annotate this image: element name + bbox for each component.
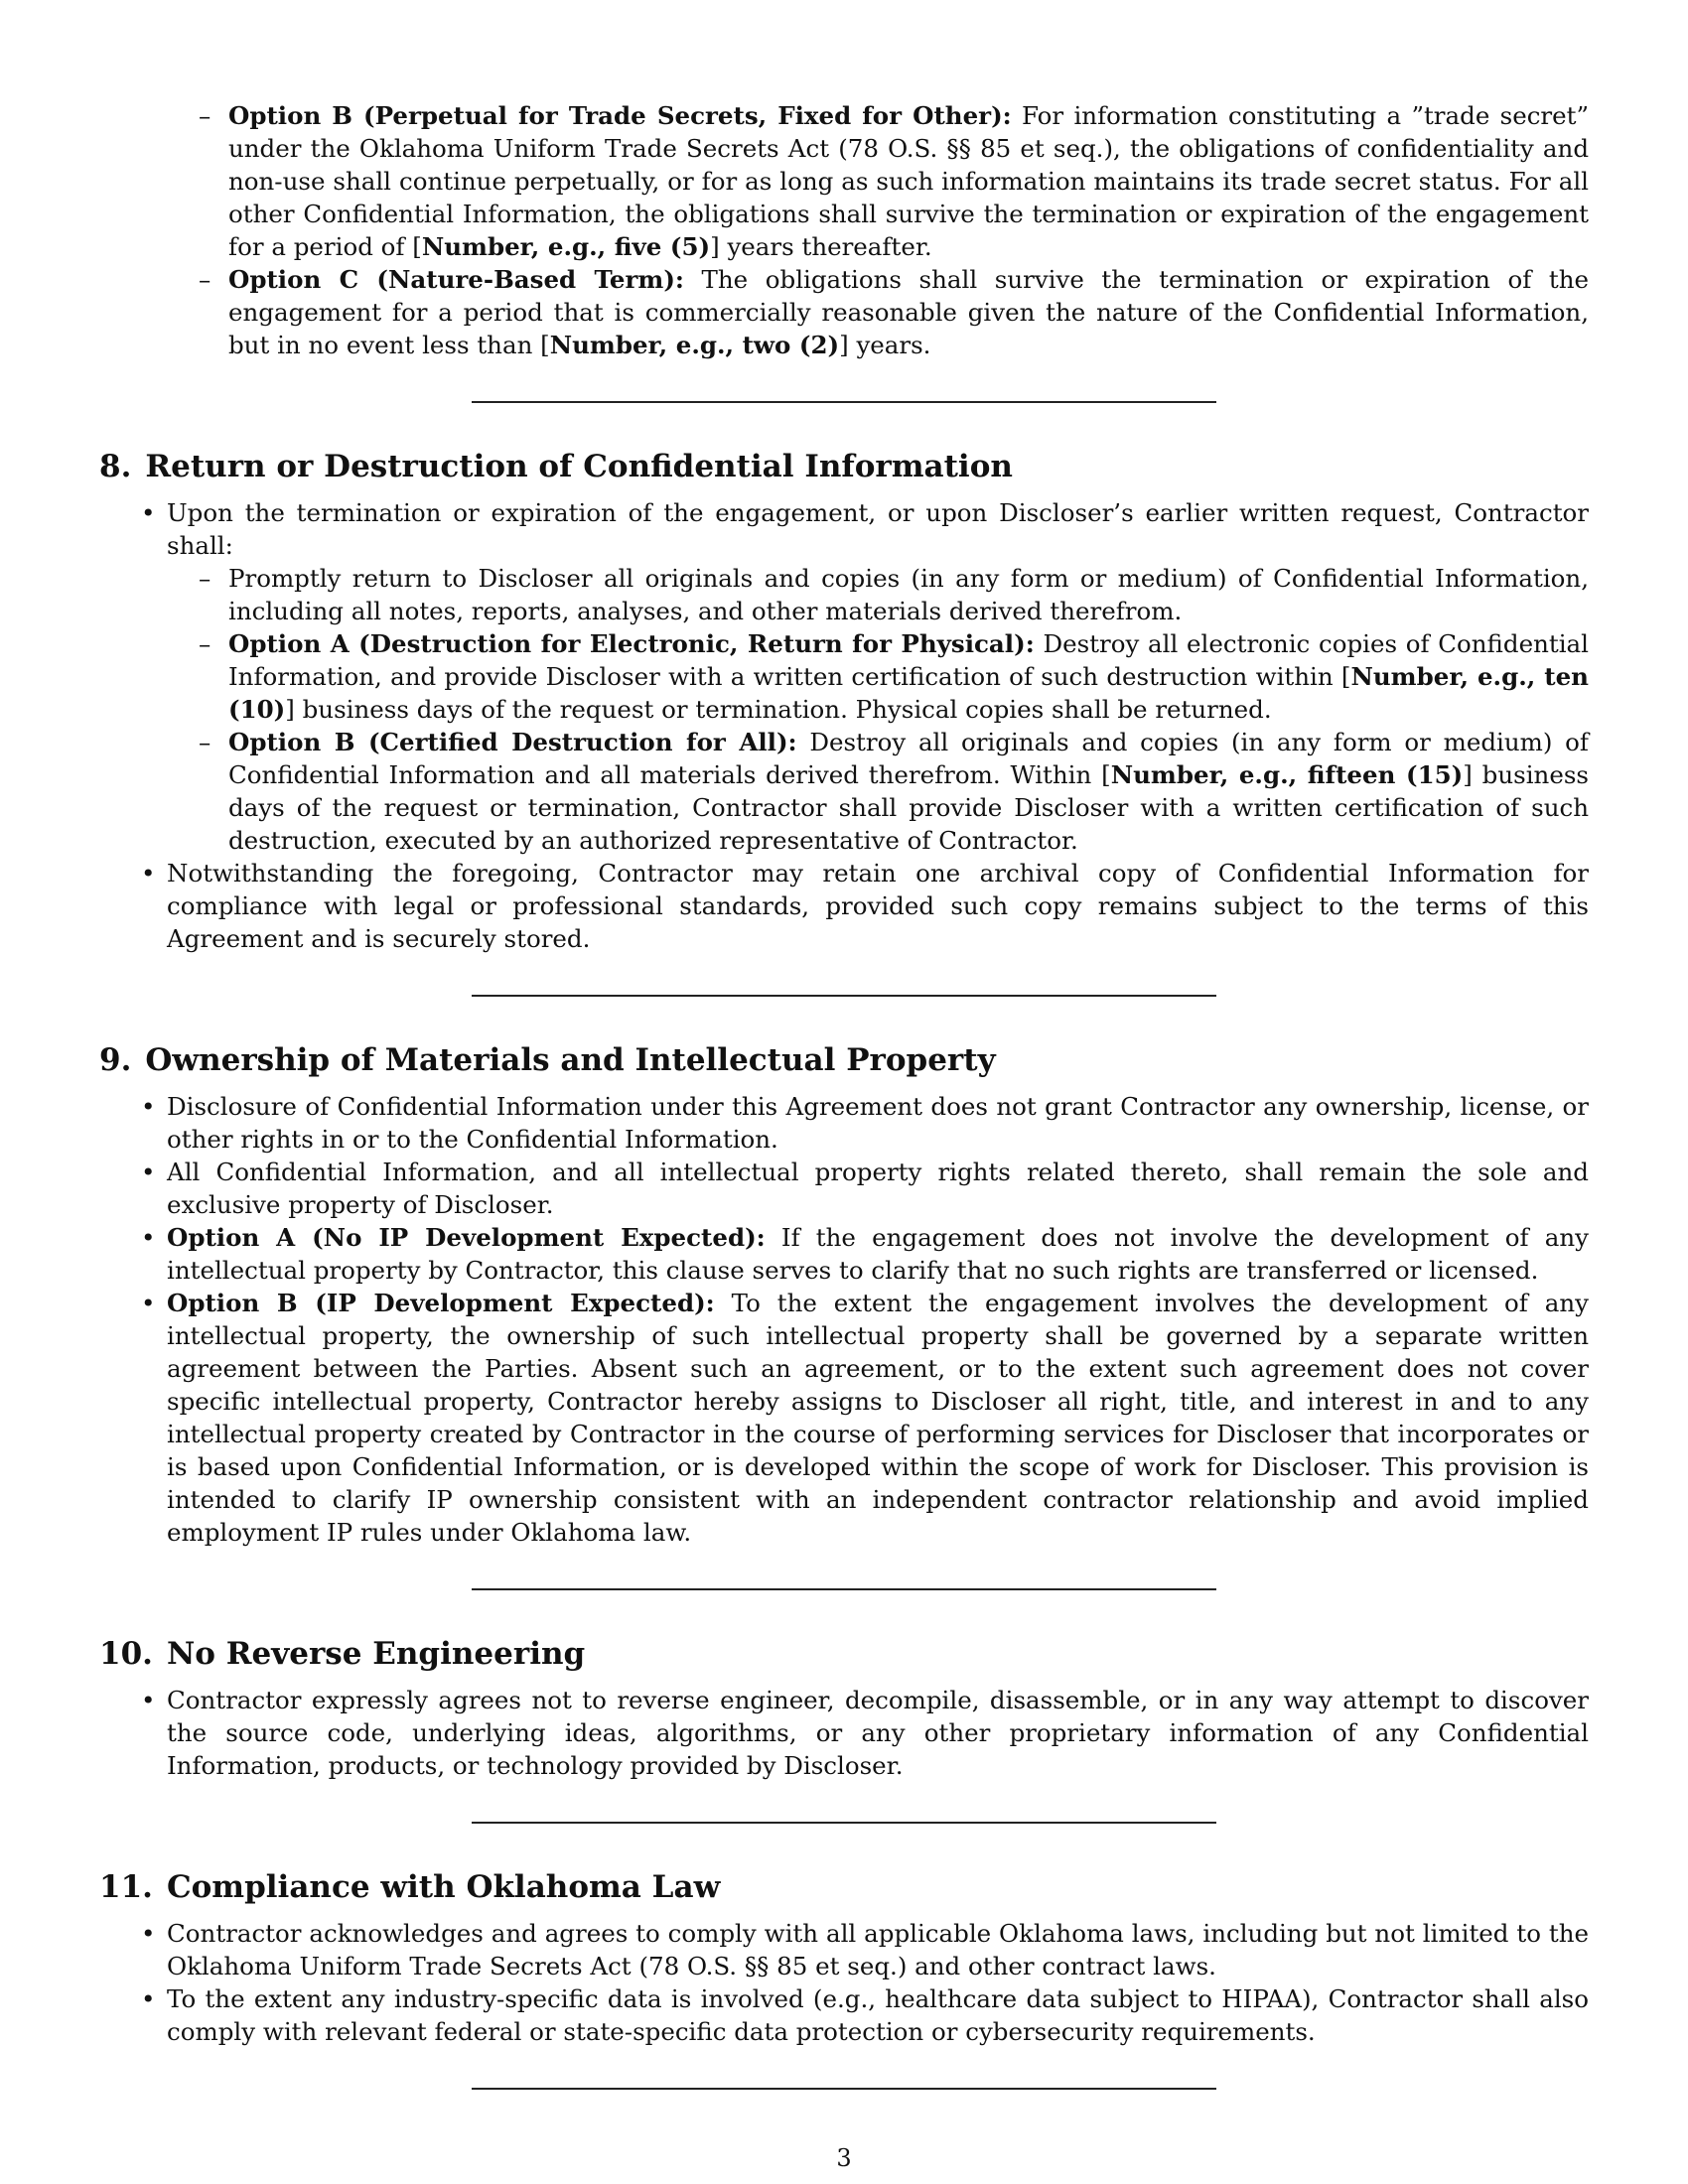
item-text: Promptly return to Discloser all originals and copies (in any form or medium) of Confidential Information, including all notes, reports, analyses, and other materials derived therefrom. (228, 564, 1589, 625)
section-title: No Reverse Engineering (166, 1636, 586, 1672)
list-item (99, 1917, 1589, 1982)
section-number: 8. (99, 449, 132, 484)
list-item (99, 1156, 1589, 1221)
option-lead: Option B (Certified Destruction for All): (228, 728, 797, 756)
item-text: If the engagement does not involve the development of any intellectual property by Contractor, this clause serves to clarify that no such rights are transferred or licensed. (167, 1223, 1589, 1285)
section-9-heading (99, 1040, 1589, 1080)
section-11-list (99, 1917, 1589, 2048)
list-item (99, 496, 1589, 857)
page-number: 3 (836, 2144, 852, 2172)
option-b-lead: Option B (Perpetual for Trade Secrets, Fixed for Other): (228, 101, 1012, 130)
option-c-lead: Option C (Nature-Based Term): (228, 265, 684, 294)
list-item (99, 1287, 1589, 1549)
sub-item-return (199, 562, 1589, 627)
sub-item-option-a (199, 627, 1589, 726)
item-text: ] business days of the request or termination. Physical copies shall be returned. (285, 695, 1272, 724)
section-title: Return or Destruction of Confidential Information (145, 449, 1013, 484)
section-11-heading (99, 1867, 1589, 1907)
item-text: To the extent any industry-specific data is involved (e.g., healthcare data subject to HIPAA), Contractor shall also comply with relevant federal or state-specific data protection or cybersecurity requirements. (167, 1984, 1589, 2046)
item-text: Notwithstanding the foregoing, Contractor may retain one archival copy of Confidential Information for compliance with legal or professional standards, provided such copy remains subject to the terms of this Agreement and is securely stored. (167, 859, 1589, 953)
section-title: Ownership of Materials and Intellectual Property (145, 1042, 996, 1078)
option-b-text-end: ] years thereafter. (710, 232, 932, 261)
list-item (99, 1090, 1589, 1156)
section-number: 9. (99, 1042, 132, 1078)
document-body (99, 99, 1589, 2090)
item-text: Destroy all originals and copies (in any form or medium) of Confidential Information and all materials derived therefrom. Within [ (228, 728, 1589, 789)
option-lead: Option A (No IP Development Expected): (167, 1223, 766, 1252)
option-c-text-end: ] years. (839, 331, 931, 359)
item-text: Upon the termination or expiration of the engagement, or upon Discloser’s earlier written request, Contractor shall: (167, 498, 1589, 560)
placeholder: Number, e.g., fifteen (15) (1110, 760, 1464, 789)
item-text: To the extent the engagement involves the development of any intellectual property, the ownership of such intellectual property shall be governed by a separate written agreement between the Parties. Absent such an agreement, or to the extent such agreement does not cover specific intellectual property, Contractor hereby assigns to Discloser all right, title, and interest in and to any intellectual property created by Contractor in the course of performing services for Discloser that incorporates or is based upon Confidential Information, or is developed within the scope of work for Discloser. This provision is intended to clarify IP ownership consistent with an independent contractor relationship and avoid implied employment IP rules under Oklahoma law. (167, 1289, 1589, 1547)
placeholder: Number, e.g., ten (10) (228, 662, 1589, 724)
section-number: 11. (99, 1869, 153, 1905)
option-b-placeholder: Number, e.g., five (5) (421, 232, 711, 261)
item-text: All Confidential Information, and all intellectual property rights related thereto, shall remain the sole and exclusive property of Discloser. (167, 1158, 1589, 1219)
section-divider (472, 2088, 1216, 2090)
list-item (99, 1684, 1589, 1782)
section-8-list (99, 496, 1589, 955)
list-item (99, 857, 1589, 955)
item-text: Disclosure of Confidential Information under this Agreement does not grant Contractor any ownership, license, or other rights in or to the Confidential Information. (167, 1092, 1589, 1154)
item-text: Destroy all electronic copies of Confidential Information, and provide Discloser with a written certification of such destruction within [ (228, 629, 1589, 691)
section-9-list (99, 1090, 1589, 1549)
section-title: Compliance with Oklahoma Law (166, 1869, 721, 1905)
option-b-item (199, 99, 1589, 263)
section-10-list (99, 1684, 1589, 1782)
section-8-heading (99, 447, 1589, 486)
item-text: Contractor acknowledges and agrees to comply with all applicable Oklahoma laws, including but not limited to the Oklahoma Uniform Trade Secrets Act (78 O.S. §§ 85 et seq.) and other contract laws. (167, 1919, 1589, 1980)
option-c-item (199, 263, 1589, 361)
item-text: ] business days of the request or termination, Contractor shall provide Discloser with a written certification of such destruction, executed by an authorized representative of Contractor. (228, 760, 1589, 855)
section-number: 10. (99, 1636, 153, 1672)
list-item (99, 1221, 1589, 1287)
option-lead: Option B (IP Development Expected): (167, 1289, 715, 1317)
list-item (99, 1982, 1589, 2048)
option-c-placeholder: Number, e.g., two (2) (549, 331, 840, 359)
option-b-text: For information constituting a ”trade secret” under the Oklahoma Uniform Trade Secrets Act (78 O.S. §§ 85 et seq.), the obligations of confidentiality and non-use shall continue perpetually, or for as long as such information maintains its trade secret status. For all other Confidential Information, the obligations shall survive the termination or expiration of the engagement for a period of [ (228, 101, 1589, 261)
option-c-text: The obligations shall survive the termination or expiration of the engagement for a period that is commercially reasonable given the nature of the Confidential Information, but in no event less than [ (228, 265, 1589, 359)
item-text: Contractor expressly agrees not to reverse engineer, decompile, disassemble, or in any way attempt to discover the source code, underlying ideas, algorithms, or any other proprietary information of any Confidential Information, products, or technology provided by Discloser. (167, 1686, 1589, 1780)
section-8-sublist (99, 562, 1589, 857)
sub-item-option-b (199, 726, 1589, 857)
section7-options-list (99, 99, 1589, 361)
option-lead: Option A (Destruction for Electronic, Return for Physical): (228, 629, 1035, 658)
section-10-heading (99, 1634, 1589, 1674)
